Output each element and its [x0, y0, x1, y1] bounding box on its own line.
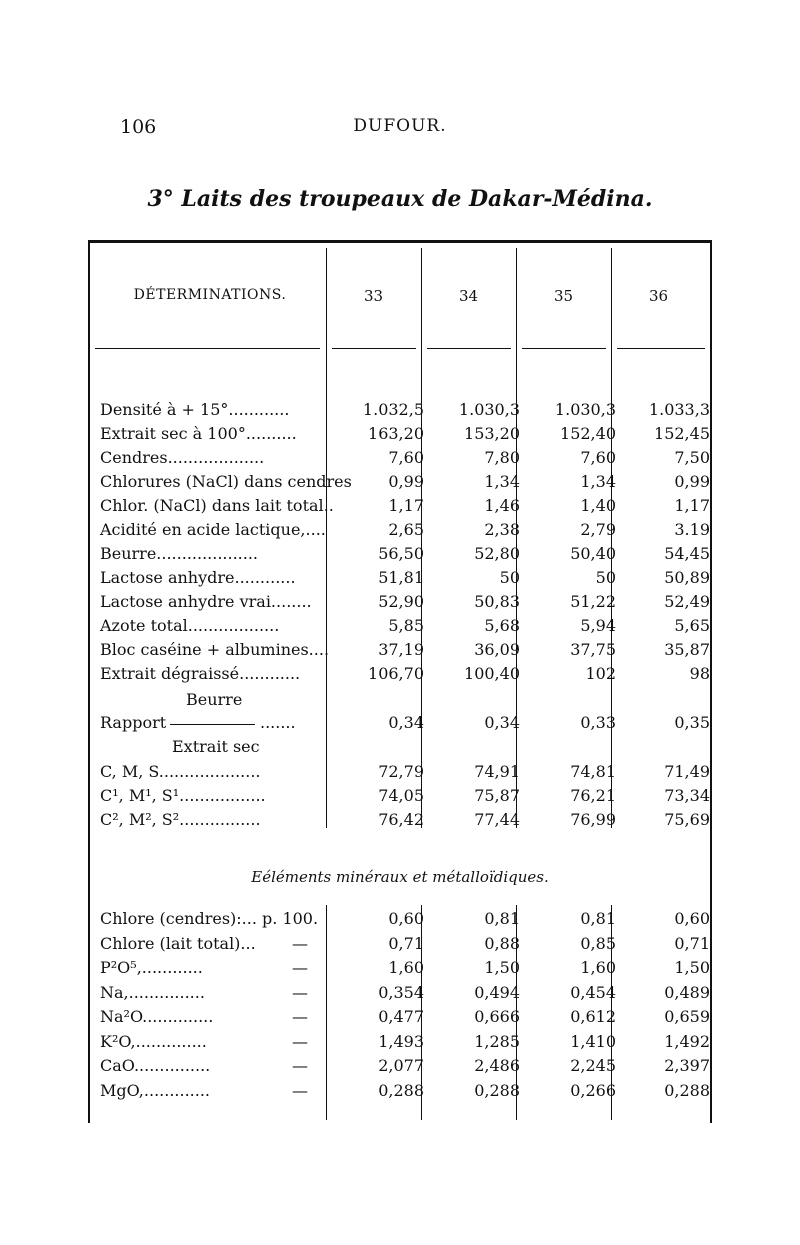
cell-value: 7,60	[580, 448, 616, 467]
table-row	[100, 400, 710, 424]
cell-value: 0,60	[674, 909, 710, 928]
cell-value: 56,50	[378, 544, 424, 563]
cell-value: 1,17	[388, 496, 424, 515]
cell-value: 7,80	[484, 448, 520, 467]
ratio-value: 0,35	[674, 713, 710, 732]
cell-value: 54,45	[664, 544, 710, 563]
table-row	[100, 544, 710, 568]
row-label: Na²O..............	[100, 1007, 214, 1026]
row-unit: —	[292, 1031, 308, 1051]
cell-value: 50	[499, 568, 520, 587]
row-label: Extrait sec à 100°..........	[100, 424, 297, 443]
cell-value: 0,354	[378, 982, 424, 1002]
ratio-dots: .......	[260, 713, 296, 732]
cell-value: 52,90	[378, 592, 424, 611]
page-number: 106	[120, 116, 157, 138]
column-header: 34	[458, 287, 479, 305]
cell-value: 106,70	[368, 664, 424, 683]
column-header-determinations: DÉTERMINATIONS.	[133, 287, 287, 303]
cell-value: 1,34	[484, 472, 520, 491]
cell-value: 3.19	[674, 520, 710, 539]
row-unit: —	[292, 1007, 308, 1026]
table-row	[100, 1032, 710, 1056]
cell-value: 35,87	[664, 640, 710, 659]
table-row	[100, 424, 710, 448]
cell-value: 50	[595, 568, 616, 587]
cell-value: 0,99	[388, 472, 424, 491]
cell-value: 1,46	[484, 496, 520, 515]
cell-value: 152,45	[654, 424, 710, 443]
cell-value: 0,288	[378, 1080, 424, 1100]
cell-value: 76,42	[378, 810, 424, 829]
cell-value: 0,454	[570, 982, 616, 1002]
table-row	[100, 640, 710, 664]
ratio-row	[100, 713, 710, 737]
cell-value: 0,612	[570, 1007, 616, 1026]
row-label: Chlorures (NaCl) dans cendres	[100, 472, 352, 491]
cell-value: 1.033,3	[648, 400, 710, 419]
cell-value: 1.030,3	[458, 400, 520, 419]
cell-value: 0,88	[484, 933, 520, 953]
table-row	[100, 472, 710, 496]
row-label: Densité à + 15°............	[100, 400, 290, 419]
row-label: Beurre....................	[100, 544, 259, 563]
cell-value: 0,489	[664, 982, 710, 1002]
table-row	[100, 568, 710, 592]
cell-value: 1,17	[674, 496, 710, 515]
ratio-label: Rapport	[100, 713, 167, 732]
table-row	[100, 448, 710, 472]
cell-value: 52,80	[474, 544, 520, 563]
ratio-value: 0,34	[388, 713, 424, 732]
cell-value: 0,85	[580, 933, 616, 953]
row-label: MgO,.............	[100, 1080, 211, 1100]
column-header: 35	[553, 287, 574, 305]
cell-value: 74,91	[474, 762, 520, 781]
cell-value: 2,245	[570, 1056, 616, 1075]
row-label: Na,...............	[100, 982, 205, 1002]
row-label: C¹, M¹, S¹.................	[100, 786, 266, 805]
cell-value: 2,486	[474, 1056, 520, 1075]
row-label: C², M², S²................	[100, 810, 261, 829]
cell-value: 0,288	[664, 1080, 710, 1100]
cell-value: 5,85	[388, 616, 424, 635]
cell-value: 51,22	[570, 592, 616, 611]
cell-value: 76,21	[570, 786, 616, 805]
row-label: Chlore (cendres):... p. 100.	[100, 909, 319, 928]
cell-value: 1,40	[580, 496, 616, 515]
cell-value: 77,44	[474, 810, 520, 829]
cell-value: 1,492	[664, 1031, 710, 1051]
cell-value: 72,79	[378, 762, 424, 781]
cell-value: 51,81	[378, 568, 424, 587]
row-label: CaO...............	[100, 1056, 211, 1075]
cell-value: 163,20	[368, 424, 424, 443]
ratio-denominator: Extrait sec	[172, 737, 260, 756]
cell-value: 75,69	[664, 810, 710, 829]
cell-value: 0,266	[570, 1080, 616, 1100]
cell-value: 37,19	[378, 640, 424, 659]
cell-value: 5,68	[484, 616, 520, 635]
cell-value: 0,477	[378, 1007, 424, 1026]
row-unit: —	[292, 982, 308, 1002]
cell-value: 37,75	[570, 640, 616, 659]
row-label: Acidité en acide lactique,....	[100, 520, 326, 539]
header-rule	[95, 348, 320, 349]
section-title: 3° Laits des troupeaux de Dakar-Médina.	[147, 186, 653, 212]
ratio-fraction-bar	[170, 724, 255, 725]
cell-value: 152,40	[560, 424, 616, 443]
table-row	[100, 592, 710, 616]
cell-value: 0,71	[388, 933, 424, 953]
row-label: Lactose anhydre............	[100, 568, 296, 587]
running-title: DUFOUR.	[353, 116, 447, 136]
header-rule	[522, 348, 606, 349]
ratio-value: 0,33	[580, 713, 616, 732]
cell-value: 2,65	[388, 520, 424, 539]
row-unit: —	[292, 1080, 308, 1100]
row-label: Bloc caséine + albumines....	[100, 640, 330, 659]
cell-value: 5,94	[580, 616, 616, 635]
running-head	[120, 116, 680, 142]
cell-value: 52,49	[664, 592, 710, 611]
cell-value: 0,288	[474, 1080, 520, 1100]
table-row	[100, 496, 710, 520]
cell-value: 75,87	[474, 786, 520, 805]
row-label: C, M, S....................	[100, 762, 261, 781]
row-unit: —	[292, 958, 308, 977]
column-header: 33	[363, 287, 384, 305]
cell-value: 0,81	[580, 909, 616, 928]
cell-value: 0,494	[474, 982, 520, 1002]
row-label: P²O⁵,............	[100, 958, 203, 977]
cell-value: 7,60	[388, 448, 424, 467]
cell-value: 100,40	[464, 664, 520, 683]
row-label: Chlor. (NaCl) dans lait total..	[100, 496, 334, 515]
cell-value: 1,410	[570, 1031, 616, 1051]
cell-value: 1.030,3	[554, 400, 616, 419]
cell-value: 1.032,5	[362, 400, 424, 419]
ratio-numerator: Beurre	[186, 690, 243, 709]
table-row	[100, 934, 710, 958]
cell-value: 74,05	[378, 786, 424, 805]
cell-value: 1,493	[378, 1031, 424, 1051]
cell-value: 1,60	[388, 958, 424, 977]
cell-value: 74,81	[570, 762, 616, 781]
cell-value: 76,99	[570, 810, 616, 829]
cell-value: 2,077	[378, 1056, 424, 1075]
column-header: 36	[648, 287, 669, 305]
table-row	[100, 786, 710, 810]
header-rule	[617, 348, 705, 349]
cell-value: 2,79	[580, 520, 616, 539]
cell-value: 0,666	[474, 1007, 520, 1026]
cell-value: 71,49	[664, 762, 710, 781]
table-row	[100, 909, 710, 933]
header-rule	[332, 348, 416, 349]
table-row	[100, 1007, 710, 1031]
table-row	[100, 983, 710, 1007]
row-unit: —	[292, 1056, 308, 1075]
cell-value: 50,83	[474, 592, 520, 611]
table-row	[100, 762, 710, 786]
subsection-title: Eéléments minéraux et métalloïdiques.	[251, 868, 549, 886]
cell-value: 50,40	[570, 544, 616, 563]
cell-value: 50,89	[664, 568, 710, 587]
table-row	[100, 520, 710, 544]
table-row	[100, 616, 710, 640]
ratio-value: 0,34	[484, 713, 520, 732]
row-label: Chlore (lait total)...	[100, 933, 256, 953]
row-label: Lactose anhydre vrai........	[100, 592, 312, 611]
header-rule	[427, 348, 511, 349]
cell-value: 1,285	[474, 1031, 520, 1051]
cell-value: 1,50	[484, 958, 520, 977]
table-row	[100, 810, 710, 834]
table-row	[100, 958, 710, 982]
cell-value: 1,34	[580, 472, 616, 491]
cell-value: 102	[585, 664, 616, 683]
cell-value: 0,81	[484, 909, 520, 928]
table-row	[100, 664, 710, 688]
cell-value: 2,38	[484, 520, 520, 539]
cell-value: 0,99	[674, 472, 710, 491]
cell-value: 98	[689, 664, 710, 683]
row-label: K²O,..............	[100, 1031, 207, 1051]
cell-value: 7,50	[674, 448, 710, 467]
cell-value: 2,397	[664, 1056, 710, 1075]
cell-value: 0,659	[664, 1007, 710, 1026]
cell-value: 73,34	[664, 786, 710, 805]
cell-value: 5,65	[674, 616, 710, 635]
cell-value: 0,60	[388, 909, 424, 928]
table-row	[100, 1081, 710, 1105]
cell-value: 1,50	[674, 958, 710, 977]
cell-value: 153,20	[464, 424, 520, 443]
row-label: Extrait dégraissé............	[100, 664, 301, 683]
cell-value: 1,60	[580, 958, 616, 977]
table-row	[100, 1056, 710, 1080]
row-unit: —	[292, 933, 308, 953]
row-label: Cendres...................	[100, 448, 265, 467]
cell-value: 0,71	[674, 933, 710, 953]
cell-value: 36,09	[474, 640, 520, 659]
row-label: Azote total..................	[100, 616, 280, 635]
